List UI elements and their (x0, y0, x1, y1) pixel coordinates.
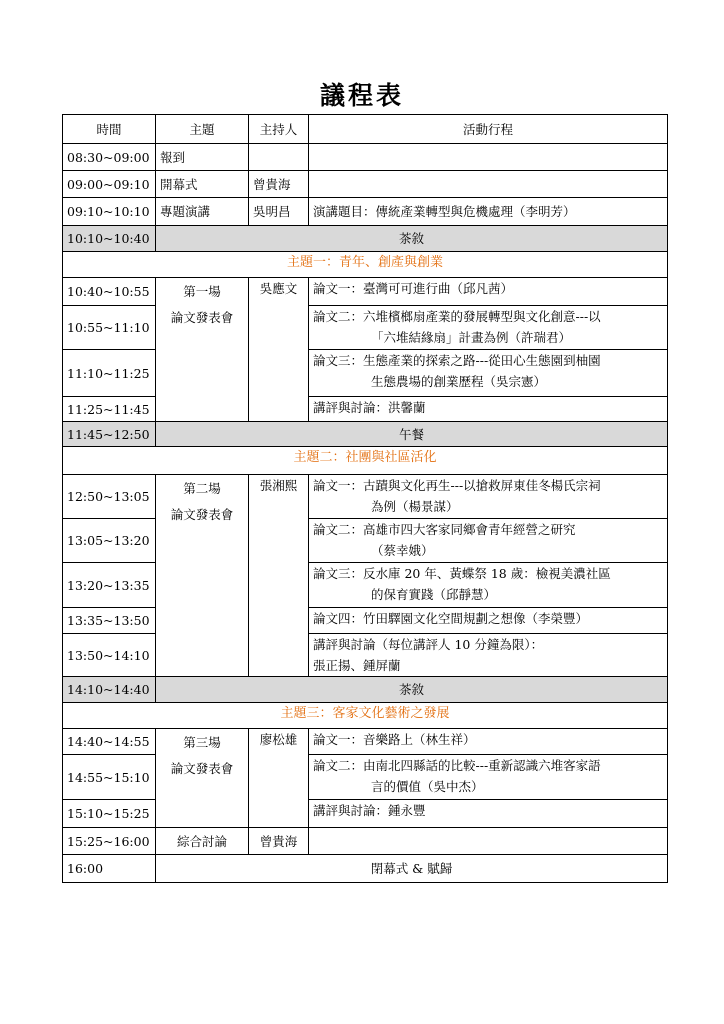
activity-cell (309, 350, 668, 397)
activity-cell (309, 608, 668, 634)
paper-title: 論文四：竹田驛園文化空間規劃之想像（李榮豐） (313, 611, 589, 626)
session-type: 論文發表會 (170, 507, 234, 522)
time-cell: 14:10~14:40 (63, 677, 156, 703)
header-row (63, 115, 668, 144)
time-cell: 11:45~12:50 (63, 422, 156, 447)
paper-title-cont: 的保育實踐（邱靜慧） (371, 587, 497, 602)
discussant-names: 張正揚、鍾屏蘭 (313, 658, 401, 673)
table-row (63, 828, 668, 855)
activity-cell (309, 563, 668, 608)
paper-title: 論文一：臺灣可可進行曲（邱凡茜） (313, 281, 514, 296)
paper-title: 論文二：由南北四縣話的比較---重新認識六堆客家語 (313, 758, 601, 773)
time-cell: 10:10~10:40 (63, 226, 156, 252)
time-cell: 15:25~16:00 (63, 828, 156, 855)
host-cell: 廖松雄 (249, 729, 309, 828)
paper-title: 論文三：反水庫 20 年、黃蝶祭 18 歲：檢視美濃社區 (313, 566, 611, 581)
break-row (63, 422, 668, 447)
time-cell: 13:05~13:20 (63, 519, 156, 563)
table-row (63, 171, 668, 198)
break-label: 茶敘 (156, 226, 668, 252)
activity-cell: 演講題目：傳統產業轉型與危機處理（李明芳） (309, 198, 668, 226)
table-row (63, 634, 668, 677)
time-cell: 16:00 (63, 855, 156, 883)
time-cell: 13:50~14:10 (63, 634, 156, 677)
discussion-text: 講評與討論（每位講評人 10 分鐘為限）： (313, 637, 544, 652)
table-row (63, 350, 668, 397)
activity-cell (309, 278, 668, 306)
paper-title: 論文一：音樂路上（林生祥） (313, 732, 476, 747)
session-type: 論文發表會 (170, 310, 234, 325)
host-cell: 曾貴海 (249, 171, 309, 198)
activity-cell (309, 144, 668, 171)
host-cell: 曾貴海 (249, 828, 309, 855)
time-cell: 12:50~13:05 (63, 475, 156, 519)
break-row (63, 226, 668, 252)
table-row (63, 144, 668, 171)
header-time: 時間 (63, 115, 156, 144)
time-cell: 09:00~09:10 (63, 171, 156, 198)
break-label: 午餐 (156, 422, 668, 447)
time-cell: 13:20~13:35 (63, 563, 156, 608)
time-cell: 15:10~15:25 (63, 800, 156, 828)
header-topic: 主題 (156, 115, 249, 144)
table-row (63, 397, 668, 422)
paper-title-cont: （蔡幸娥） (371, 543, 434, 558)
header-host: 主持人 (249, 115, 309, 144)
theme-row (63, 447, 668, 475)
table-row (63, 519, 668, 563)
theme-row (63, 703, 668, 729)
time-cell: 13:35~13:50 (63, 608, 156, 634)
topic-cell: 綜合討論 (156, 828, 249, 855)
time-cell: 09:10~10:10 (63, 198, 156, 226)
table-row (63, 278, 668, 306)
time-cell: 10:55~11:10 (63, 306, 156, 350)
header-activity: 活動行程 (309, 115, 668, 144)
time-cell: 14:40~14:55 (63, 729, 156, 755)
agenda-table (62, 114, 668, 883)
activity-cell (309, 306, 668, 350)
activity-cell (309, 171, 668, 198)
time-cell: 08:30~09:00 (63, 144, 156, 171)
session-cell (156, 475, 249, 677)
theme-title: 主題二：社團與社區活化 (63, 447, 668, 475)
session-cell (156, 278, 249, 422)
activity-cell (309, 828, 668, 855)
session-name: 第一場 (183, 284, 221, 299)
table-row (63, 755, 668, 800)
paper-title-cont: 為例（楊景謀） (371, 499, 459, 514)
session-name: 第三場 (183, 735, 221, 750)
break-label: 茶敘 (156, 677, 668, 703)
table-row (63, 563, 668, 608)
activity-cell (309, 475, 668, 519)
time-cell: 10:40~10:55 (63, 278, 156, 306)
paper-title-cont: 言的價值（吳中杰） (371, 779, 484, 794)
discussion-text: 講評與討論：鍾永豐 (313, 803, 426, 818)
session-cell (156, 729, 249, 828)
activity-cell (309, 397, 668, 422)
host-cell: 吳應文 (249, 278, 309, 422)
time-cell: 11:25~11:45 (63, 397, 156, 422)
activity-cell (309, 519, 668, 563)
theme-row (63, 252, 668, 278)
topic-cell: 報到 (156, 144, 249, 171)
closing-label: 閉幕式 & 賦歸 (156, 855, 668, 883)
paper-title: 論文二：高雄市四大客家同鄉會青年經營之研究 (313, 522, 576, 537)
host-cell: 吳明昌 (249, 198, 309, 226)
topic-cell: 專題演講 (156, 198, 249, 226)
activity-cell (309, 755, 668, 800)
topic-cell: 開幕式 (156, 171, 249, 198)
table-row (63, 198, 668, 226)
table-row (63, 800, 668, 828)
activity-cell (309, 800, 668, 828)
table-row (63, 729, 668, 755)
discussion-text: 講評與討論：洪馨蘭 (313, 400, 426, 415)
paper-title-cont: 「六堆結緣扇」計畫為例（許瑞君） (371, 330, 572, 345)
paper-title: 論文三：生態產業的探索之路---從田心生態園到柚園 (313, 353, 601, 368)
table-row (63, 608, 668, 634)
session-name: 第二場 (183, 481, 221, 496)
theme-title: 主題三：客家文化藝術之發展 (63, 703, 668, 729)
activity-cell (309, 729, 668, 755)
paper-title: 論文一：古蹟與文化再生---以搶救屏東佳冬楊氏宗祠 (313, 478, 601, 493)
time-cell: 14:55~15:10 (63, 755, 156, 800)
theme-title: 主題一：青年、創產與創業 (63, 252, 668, 278)
table-row (63, 475, 668, 519)
paper-title: 論文二：六堆檳榔扇產業的發展轉型與文化創意---以 (313, 309, 601, 324)
table-row (63, 855, 668, 883)
table-row (63, 306, 668, 350)
paper-title-cont: 生態農場的創業歷程（吳宗憲） (371, 374, 547, 389)
time-cell: 11:10~11:25 (63, 350, 156, 397)
page-title: 議程表 (319, 81, 404, 110)
session-type: 論文發表會 (170, 761, 234, 776)
host-cell: 張湘熙 (249, 475, 309, 677)
host-cell (249, 144, 309, 171)
break-row (63, 677, 668, 703)
activity-cell (309, 634, 668, 677)
